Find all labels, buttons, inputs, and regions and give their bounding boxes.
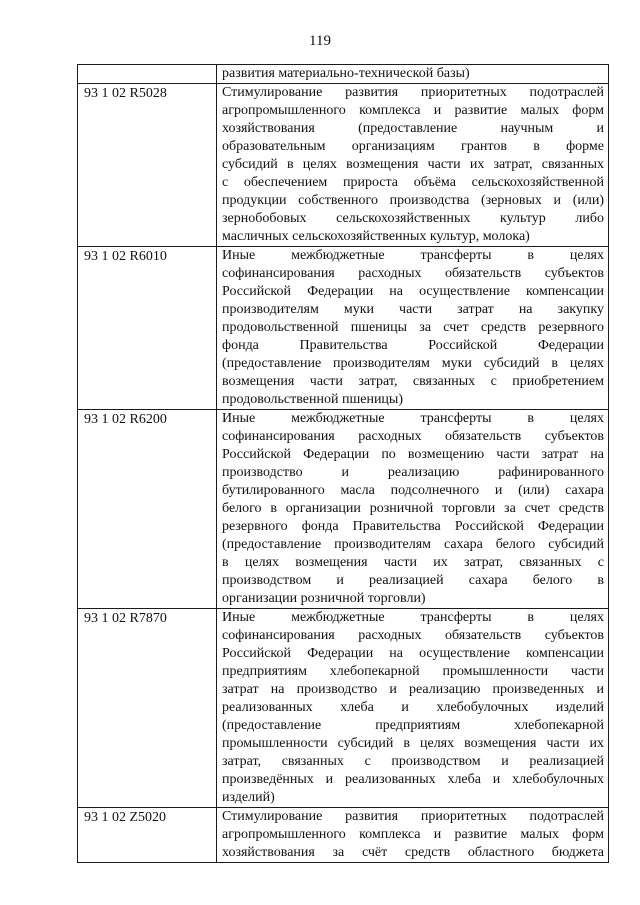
classification-code <box>78 65 217 84</box>
description-line: развития материально-технической базы) <box>222 66 470 81</box>
description-line: производством и реализацией сахара белого в <box>222 573 604 588</box>
description-line: Стимулирование развития приоритетных подотраслей <box>222 85 604 100</box>
description-line: софинансирования расходных обязательств субъектов <box>222 429 604 444</box>
description-line: продукции собственного производства (зерновых и (или) <box>222 193 604 208</box>
description-line: изделий) <box>222 790 275 805</box>
description-line: зернобобовых сельскохозяйственных культур либо <box>222 211 604 226</box>
description-line: (предоставление производителям сахара белого субсидий <box>222 537 604 552</box>
classification-description <box>217 410 609 609</box>
description-line: фонда Правительства Российской Федерации <box>222 338 604 353</box>
description-line: резервного фонда Правительства Российской Федерации <box>222 519 604 534</box>
description-line: Иные межбюджетные трансферты в целях <box>222 248 604 263</box>
description-line: производство и реализацию рафинированного <box>222 465 604 480</box>
table-row <box>78 808 609 863</box>
description-line: образовательным организациям грантов в форме <box>222 139 604 154</box>
description-line: производителям муки части затрат на закупку <box>222 302 604 317</box>
classification-code: 93 1 02 R6010 <box>78 247 217 410</box>
description-line: промышленности субсидий в целях возмещения части их <box>222 736 604 751</box>
table-row <box>78 609 609 808</box>
description-line: возмещения части затрат, связанных с приобретением <box>222 374 604 389</box>
classification-description <box>217 84 609 247</box>
description-line: Российской Федерации на осуществление компенсации <box>222 646 604 661</box>
classification-code: 93 1 02 R5028 <box>78 84 217 247</box>
description-line: в целях возмещения части их затрат, связанных с <box>222 555 604 570</box>
description-line: Иные межбюджетные трансферты в целях <box>222 411 604 426</box>
description-line: хозяйствования за счёт средств областного бюджета <box>222 845 604 860</box>
budget-classification-table <box>77 64 609 863</box>
page-number: 119 <box>309 33 331 49</box>
classification-code: 93 1 02 R7870 <box>78 609 217 808</box>
description-line: масличных сельскохозяйственных культур, молока) <box>222 229 530 244</box>
classification-description <box>217 65 609 84</box>
description-line: Стимулирование развития приоритетных подотраслей <box>222 809 604 824</box>
description-line: с обеспечением прироста объёма сельскохозяйственной <box>222 175 604 190</box>
table-row <box>78 84 609 247</box>
description-line: софинансирования расходных обязательств субъектов <box>222 266 604 281</box>
description-line: субсидий в целях возмещения части их затрат, связанных <box>222 157 604 172</box>
description-line: (предоставление производителям муки субсидий в целях <box>222 356 604 371</box>
description-line: Российской Федерации на осуществление компенсации <box>222 284 604 299</box>
description-line: Российской Федерации по возмещению части затрат на <box>222 447 604 462</box>
classification-description <box>217 247 609 410</box>
description-line: затрат на производство и реализацию произведенных и <box>222 682 604 697</box>
description-line: продовольственной пшеницы за счет средств резервного <box>222 320 604 335</box>
classification-code: 93 1 02 R6200 <box>78 410 217 609</box>
classification-description <box>217 609 609 808</box>
description-line: произведённых и реализованных хлеба и хлебобулочных <box>222 772 604 787</box>
description-line: бутилированного масла подсолнечного и (или) сахара <box>222 483 604 498</box>
description-line: софинансирования расходных обязательств субъектов <box>222 628 604 643</box>
description-line: белого в организации розничной торговли за счет средств <box>222 501 604 516</box>
description-line: агропромышленного комплекса и развитие малых форм <box>222 103 604 118</box>
table-row <box>78 247 609 410</box>
description-line: организации розничной торговли) <box>222 591 426 606</box>
description-line: (предоставление предприятиям хлебопекарной <box>222 718 604 733</box>
description-line: реализованных хлеба и хлебобулочных изделий <box>222 700 604 715</box>
description-line: агропромышленного комплекса и развитие малых форм <box>222 827 604 842</box>
description-line: хозяйствования (предоставление научным и <box>222 121 604 136</box>
table-row <box>78 65 609 84</box>
description-line: предприятиям хлебопекарной промышленности части <box>222 664 604 679</box>
description-line: продовольственной пшеницы) <box>222 392 403 407</box>
classification-code: 93 1 02 Z5020 <box>78 808 217 863</box>
classification-description <box>217 808 609 863</box>
table-row <box>78 410 609 609</box>
description-line: Иные межбюджетные трансферты в целях <box>222 610 604 625</box>
description-line: затрат, связанных с производством и реализацией <box>222 754 604 769</box>
